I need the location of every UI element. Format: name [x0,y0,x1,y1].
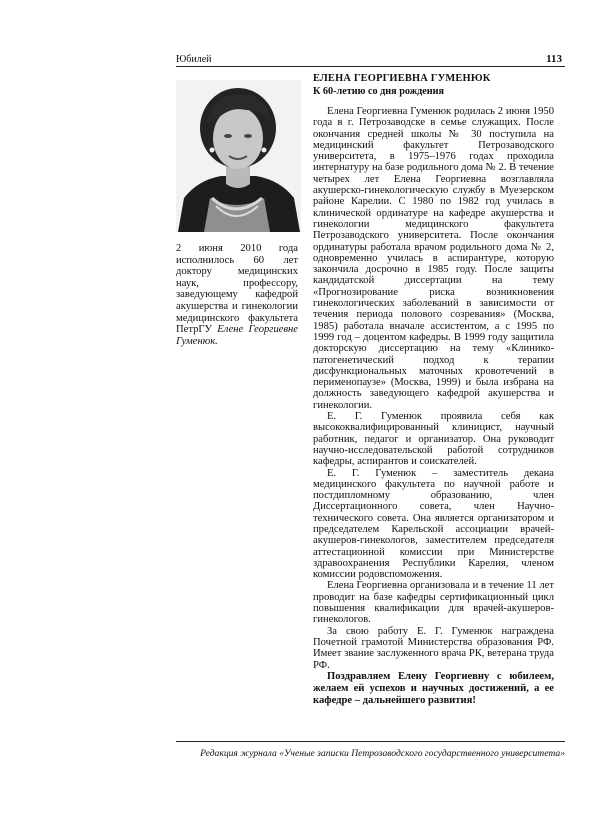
caption-text: 2 июня 2010 года исполнилось 60 лет доктору медицинских наук, профессору, заведующему кафедрой акушерства и гинекологии медицинского факультета ПетрГУ [176,243,298,336]
article-subtitle: К 60-летию со дня рождения [313,86,445,97]
body-paragraph: За свою работу Е. Г. Гуменюк награждена Почетной грамотой Министерства образования РФ. Имеет звание заслуженного врача РК, ветерана труда РФ. [313,625,554,671]
article-body [313,106,554,671]
editorial-signature: Редакция журнала «Ученые записки Петрозаводского государственного университета» [200,748,565,759]
page-number: 113 [546,53,562,65]
header-divider [176,66,565,67]
body-paragraph: Елена Георгиевна организовала и в течение 11 лет проводит на базе кафедры сертификационный цикл повышения квалификации для врачей-акушеров-гинекологов. [313,580,554,626]
footer-divider [176,741,565,742]
portrait-photo [176,80,301,232]
caption-name: Елене Георгиевне Гуменюк. [176,324,298,347]
body-paragraph: Елена Георгиевна Гуменюк родилась 2 июня 1950 года в г. Петрозаводске в семье служащих. После окончания средней школы № 30 поступила на медицинский факультет Петрозаводского университета, в 1975–1976 годах проходила интернатуру на базе родильного дома № 2. В течение четырех лет Елена Георгиевна возглавляла акушерско-гинекологическую службу в Муезерском районе Карелии. С 1980 по 1982 год училась в клинической ординатуре на кафедре акушерства и гинекологии медицинского факультета Петрозаводского университета. После окончания ординатуры работала врачом родильного дома № 2, одновременно училась в аспирантуре, которую закончила досрочно в 1985 году. После защиты кандидатской диссертации на тему «Прогнозирование риска возникновения гинекологических заболеваний в зависимости от течения периода полового созревания» (Москва, 1985) работала вначале ассистентом, а с 1995 по 1999 год – доцентом кафедры. В 1999 году защитила докторскую диссертацию на тему «Клинико-патогенетический подход к терапии дисфункциональных маточных кровотечений в перименопаузе» (Москва, 1999) и была избрана на должность заведующего кафедрой акушерства и гинекологии. [313,106,554,411]
congratulation-text: Поздравляем Елену Георгиевну с юбилеем, желаем ей успехов и научных достижений, а ее кафедре – дальнейшего развития! [313,671,554,706]
body-paragraph: Е. Г. Гуменюк – заместитель декана медицинского факультета по научной работе и постдипломному образованию, член Диссертационного совета, член Научно-технического совета. Она является организатором и председателем Карельской ассоциации врачей-акушеров-гинекологов, заместителем председателя аттестационной комиссии при Министерстве здравоохранения Республики Карелия, членом комиссии родовспоможения. [313,467,554,581]
article-title: ЕЛЕНА ГЕОРГИЕВНА ГУМЕНЮК [313,73,491,84]
running-head-section: Юбилей [176,54,212,65]
body-paragraph: Е. Г. Гуменюк проявила себя как высококвалифицированный клиницист, научный работник, педагог и организатор. Она руководит научно-исследовательской работой сотрудников кафедры, аспирантов и соискателей. [313,411,554,468]
portrait-illustration [176,80,301,232]
photo-caption [176,243,298,347]
